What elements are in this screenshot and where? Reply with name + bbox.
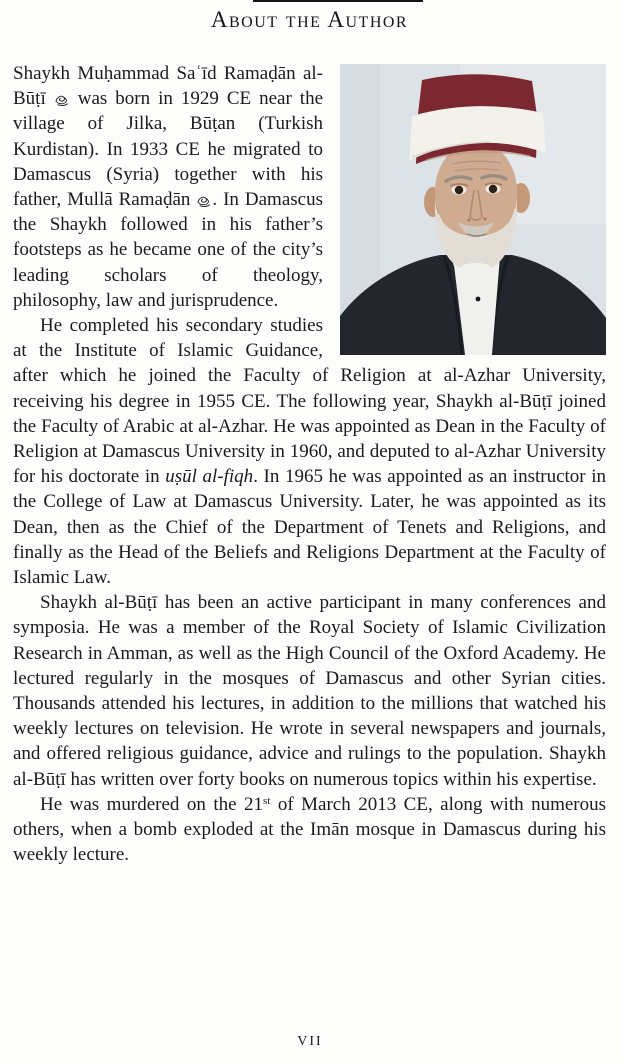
page-title: About the Author (210, 7, 409, 32)
rahimahullah-symbol (54, 86, 70, 111)
rahimahullah-symbol (196, 187, 212, 212)
paragraph-career: Shaykh al-Būṭī has been an active participant in many conferences and symposia. He was a member of the Royal Society of Islamic Civilization Research in Amman, as well as the High Council of the Oxford Academy. He lectured regularly in the mosques of Damascus and other Syrian cities. Thousands attended his lectures, in addition to the millions that watched his weekly lectures on television. He wrote in several newspapers and journals, and offered religious guidance, advice and rulings to the population. Shaykh al-Būṭī has written over forty books on numerous topics within his expertise. (13, 592, 606, 790)
author-photo (340, 64, 606, 355)
paragraph-birth: Shaykh Muḥammad Saʿīd Ramaḍān al-Būṭī was born in 1929 CE near the village of Jilka, Būṭan (Turkish Kurdistan). In 1933 CE he migrated to Damascus (Syria) together with his father, Mullā Ramaḍān . In Damascus the Shaykh followed in his father’s footsteps as he became one of the city’s leading scholars of theology, philosophy, law and jurisprudence. (13, 63, 324, 311)
author-photo-illustration (340, 64, 606, 355)
body-text (13, 61, 606, 868)
scan-artifact (253, 0, 423, 2)
page-number: VII (297, 1034, 323, 1049)
paragraph-death: He was murdered on the 21st of March 2013 CE, along with numerous others, when a bomb exploded at the Imān mosque in Damascus during his weekly lecture. (13, 793, 607, 866)
paragraph-education: He completed his secondary studies at the Institute of Islamic Guidance, after which he joined the Faculty of Religion at al-Azhar University, receiving his degree in 1955 CE. The following year, Shaykh al-Būṭī joined the Faculty of Arabic at al-Azhar. He was appointed as Dean in the Faculty of Religion at Damascus University in 1960, and deputed to al-Azhar University for his doctorate in uṣūl al-fiqh. In 1965 he was appointed as an instructor in the College of Law at Damascus University. Later, he was appointed as its Dean, then as the Chief of the Department of Tenets and Religions, and finally as the Head of the Beliefs and Religions Department at the Faculty of Islamic Law. (13, 315, 607, 589)
